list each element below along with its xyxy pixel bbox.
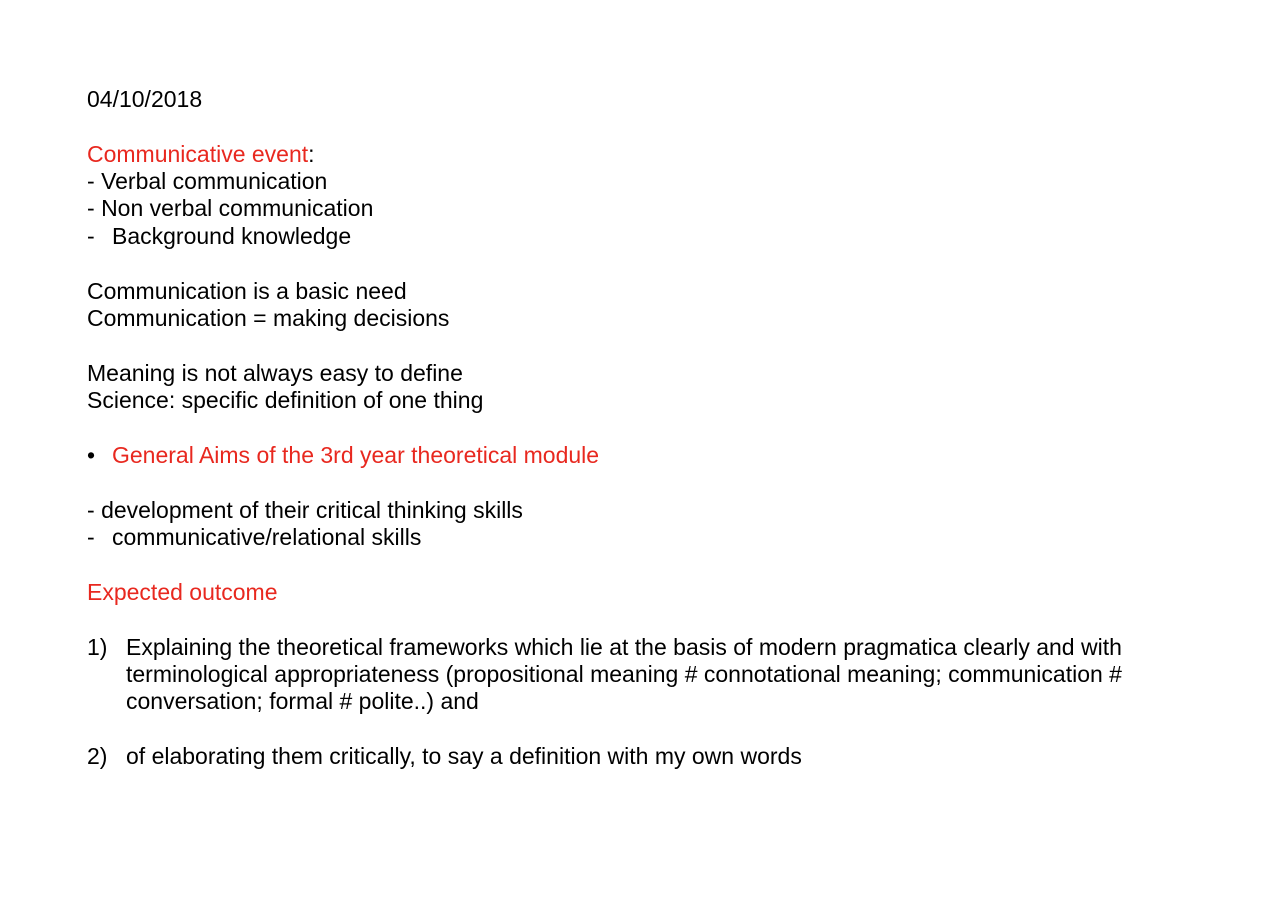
list-dash: - [87,524,95,550]
heading-colon: : [308,141,315,167]
list-item [87,223,351,250]
statement-line: Communication = making decisions [87,305,450,331]
list-item [87,195,373,222]
outcome-number: 2) [87,743,108,769]
outcome-number: 1) [87,634,108,660]
bullet-icon: • [87,442,96,468]
list-item-text: Non verbal communication [101,195,374,221]
list-dash: - [87,168,102,194]
list-dash: - [87,195,102,221]
outcome-line: of elaborating them critically, to say a definition with my own words [126,743,802,769]
list-dash: - [87,497,102,523]
outcome-line: terminological appropriateness (propositional meaning # connotational meaning; communication # [126,661,1122,687]
expected-outcome-heading: Expected outcome [87,579,278,605]
meaning-line: Meaning is not always easy to define [87,360,463,386]
statement-line: Communication is a basic need [87,278,407,304]
communicative-event-heading [87,141,315,168]
list-item [87,168,327,195]
general-aims-title: General Aims of the 3rd year theoretical module [112,442,600,468]
list-item-text: communicative/relational skills [112,524,422,550]
communicative-event-title: Communicative event [87,141,309,167]
date: 04/10/2018 [87,86,203,112]
list-item-text: development of their critical thinking skills [101,497,523,523]
outcome-line: Explaining the theoretical frameworks which lie at the basis of modern pragmatica clearly and with [126,634,1122,660]
meaning-line: Science: specific definition of one thing [87,387,484,413]
outcome-line: conversation; formal # polite..) and [126,688,479,714]
list-item-text: Background knowledge [112,223,352,249]
general-aims-heading [87,442,599,469]
list-item [87,497,523,524]
list-item-text: Verbal communication [101,168,328,194]
list-item [87,524,421,551]
list-dash: - [87,223,95,249]
